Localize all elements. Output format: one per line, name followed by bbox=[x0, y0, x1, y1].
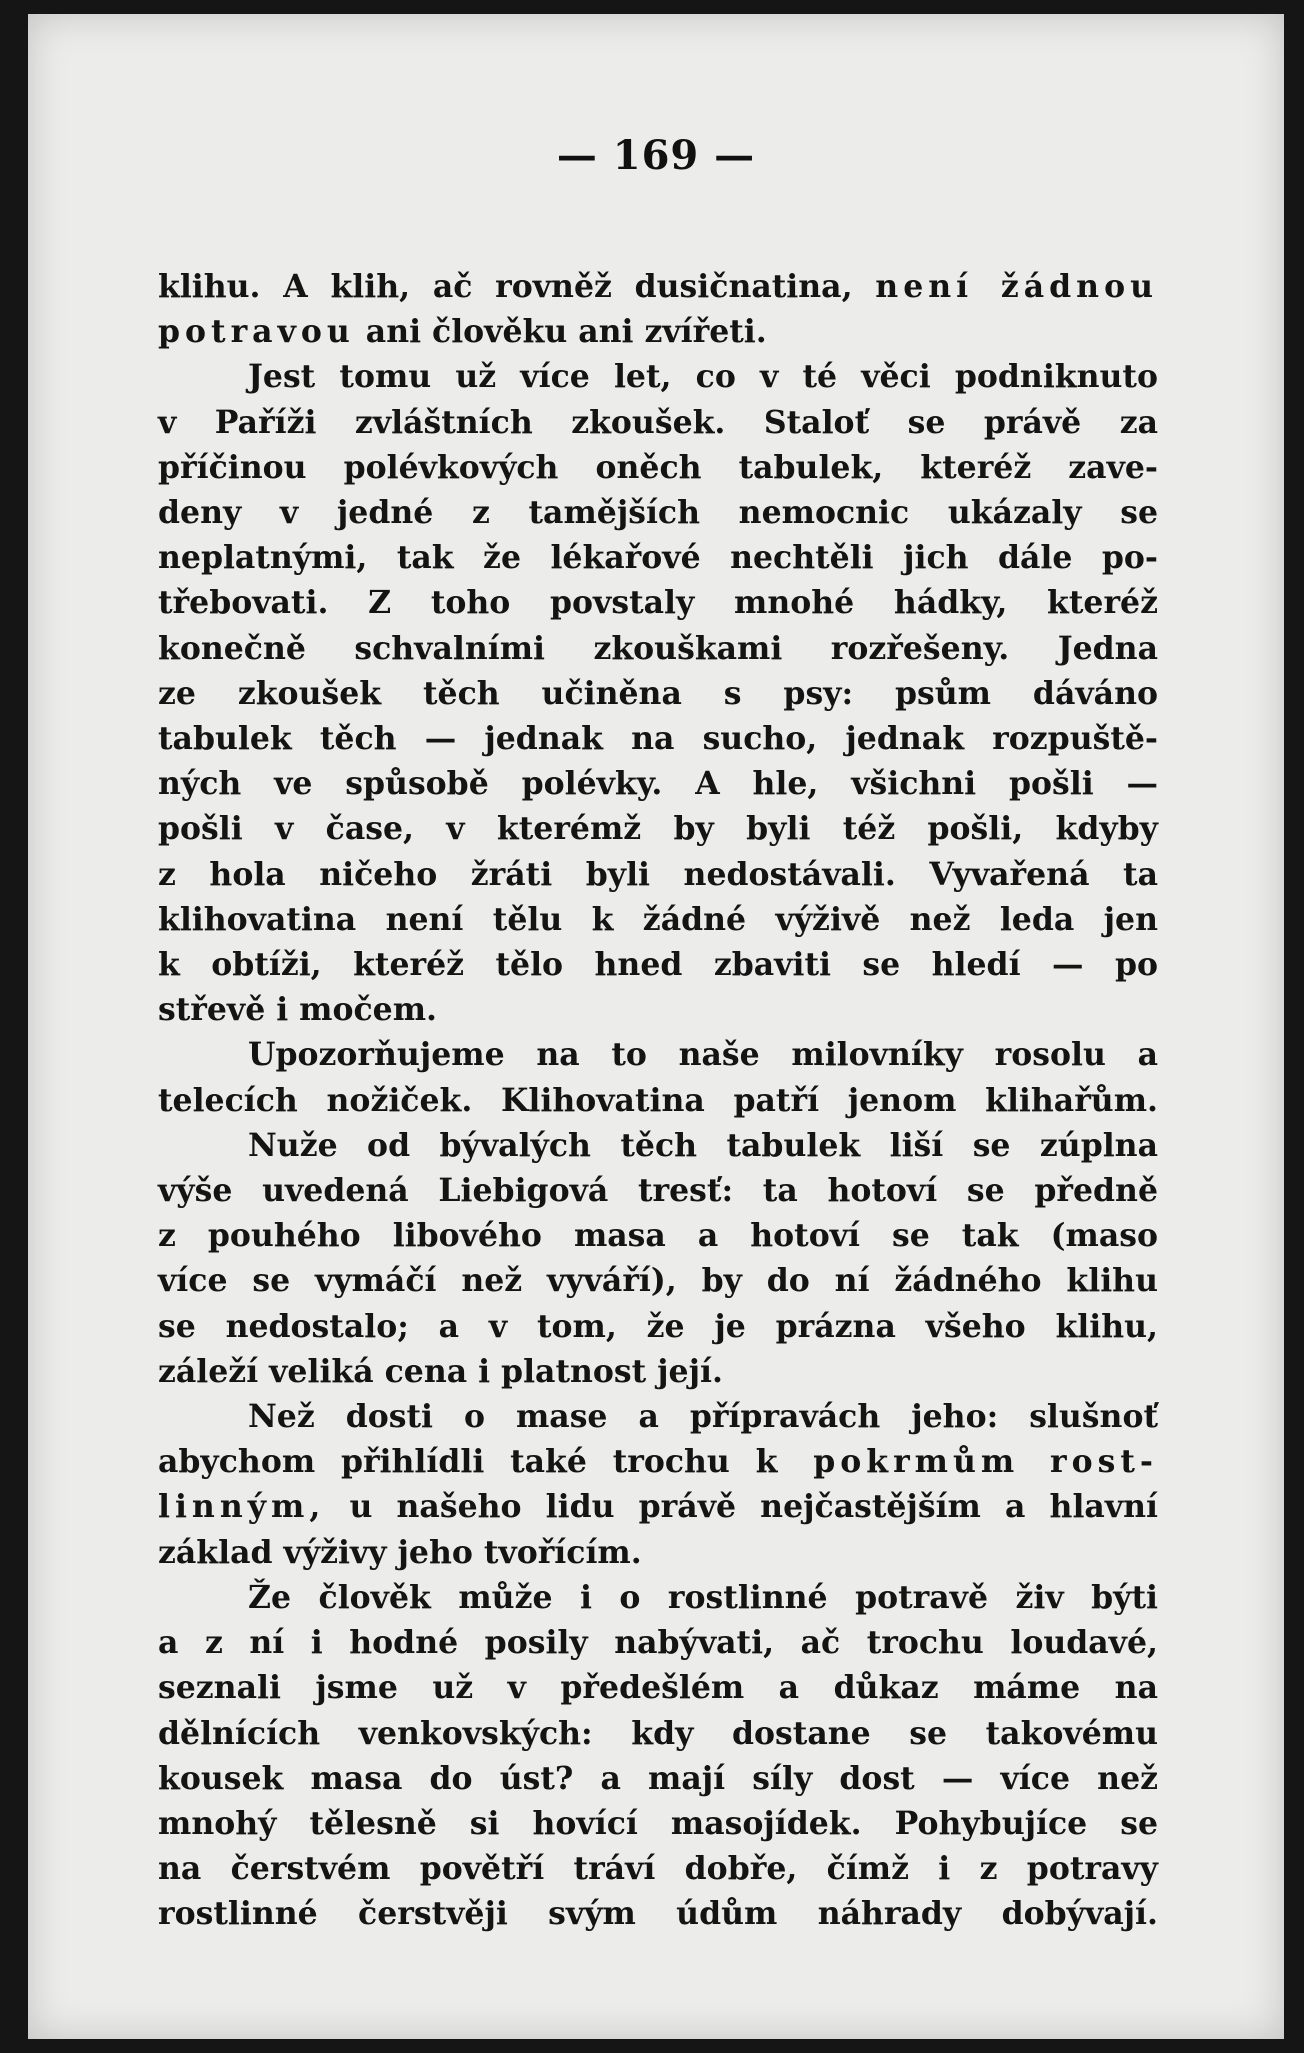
text-line bbox=[158, 1078, 1158, 1123]
text-line bbox=[158, 1484, 1158, 1529]
text-line bbox=[158, 716, 1158, 761]
text-run: Než dosti o mase a přípravách jeho: slušnoť bbox=[248, 1398, 1158, 1436]
text-run: výše uvedená Liebigová tresť: ta hotoví se předně bbox=[158, 1172, 1158, 1210]
text-run: u našeho lidu právě nejčastějším a hlavní bbox=[325, 1488, 1158, 1526]
spaced-emphasis: k pokrmům rost- bbox=[755, 1443, 1158, 1481]
text-run: klihu. A klih, ač rovněž dusičnatina, bbox=[158, 268, 876, 305]
text-line bbox=[158, 354, 1158, 399]
text-line bbox=[158, 671, 1158, 716]
text-run: klihovatina není tělu k žádné výživě než leda jen bbox=[158, 900, 1158, 938]
text-line bbox=[158, 1213, 1158, 1258]
text-line bbox=[158, 761, 1158, 806]
text-line bbox=[158, 806, 1158, 851]
text-run: z pouhého libového masa a hotoví se tak (maso bbox=[158, 1217, 1158, 1255]
spaced-emphasis: není žádnou bbox=[875, 268, 1158, 305]
text-line bbox=[158, 1801, 1158, 1846]
text-line bbox=[158, 1439, 1158, 1484]
text-line bbox=[158, 1304, 1158, 1349]
text-run: konečně schvalními zkouškami rozřešeny. Jedna bbox=[158, 629, 1158, 667]
text-run: seznali jsme už v předešlém a důkaz máme na bbox=[158, 1669, 1158, 1707]
text-line bbox=[158, 1711, 1158, 1756]
text-line bbox=[158, 1891, 1158, 1936]
text-line bbox=[158, 852, 1158, 897]
body-text bbox=[158, 264, 1158, 1937]
text-line bbox=[158, 1349, 1158, 1394]
text-run: základ výživy jeho tvořícím. bbox=[158, 1533, 642, 1571]
text-line bbox=[158, 264, 1158, 309]
text-run: Upozorňujeme na to naše milovníky rosolu a bbox=[248, 1036, 1158, 1074]
text-run: Že člověk může i o rostlinné potravě živ býti bbox=[248, 1578, 1158, 1616]
text-line bbox=[158, 400, 1158, 445]
text-line bbox=[158, 1123, 1158, 1168]
text-line bbox=[158, 1665, 1158, 1710]
text-run: pošli v čase, v kterémž by byli též pošli, kdyby bbox=[158, 810, 1158, 848]
text-line bbox=[158, 987, 1158, 1032]
text-run: Jest tomu už více let, co v té věci podniknuto bbox=[248, 358, 1158, 396]
text-line bbox=[158, 626, 1158, 671]
text-run: střevě i močem. bbox=[158, 991, 438, 1029]
text-run: kousek masa do úst? a mají síly dost — více než bbox=[158, 1759, 1158, 1797]
text-run: v Paříži zvláštních zkoušek. Staloť se právě za bbox=[158, 403, 1158, 441]
text-line bbox=[158, 535, 1158, 580]
text-line bbox=[158, 1530, 1158, 1575]
text-run: ných ve spůsobě polévky. A hle, všichni pošli — bbox=[158, 765, 1158, 803]
text-line bbox=[158, 445, 1158, 490]
text-run: mnohý tělesně si hovící masojídek. Pohybujíce se bbox=[158, 1804, 1158, 1842]
text-run: deny v jedné z tamějších nemocnic ukázaly se bbox=[158, 494, 1158, 532]
text-line bbox=[158, 1394, 1158, 1439]
text-run: tabulek těch — jednak na sucho, jednak rozpuště- bbox=[158, 720, 1158, 758]
text-line bbox=[158, 1846, 1158, 1891]
text-line bbox=[158, 490, 1158, 535]
text-line bbox=[158, 897, 1158, 942]
text-run: ze zkoušek těch učiněna s psy: psům dáváno bbox=[158, 674, 1158, 712]
text-line bbox=[158, 942, 1158, 987]
text-run: z hola ničeho žráti byli nedostávali. Vyvařená ta bbox=[158, 855, 1158, 893]
text-run: Nuže od bývalých těch tabulek liší se zúplna bbox=[248, 1126, 1158, 1164]
text-run: ani člověku ani zvířeti. bbox=[354, 313, 767, 351]
text-run: neplatnými, tak že lékařové nechtěli jich dále po- bbox=[158, 539, 1158, 577]
text-line bbox=[158, 309, 1158, 354]
text-line bbox=[158, 1168, 1158, 1213]
text-run: telecích nožiček. Klihovatina patří jenom klihařům. bbox=[158, 1081, 1158, 1119]
text-run: se nedostalo; a v tom, že je prázna všeho klihu, bbox=[158, 1307, 1158, 1345]
text-line bbox=[158, 1620, 1158, 1665]
spaced-emphasis: potravou bbox=[158, 313, 355, 351]
text-line bbox=[158, 1258, 1158, 1303]
text-run: třebovati. Z toho povstaly mnohé hádky, kteréž bbox=[158, 584, 1158, 622]
text-run: příčinou polévkových oněch tabulek, kteréž zave- bbox=[158, 448, 1158, 486]
text-run: na čerstvém povětří tráví dobře, čímž i z potravy bbox=[158, 1850, 1158, 1888]
text-run: k obtíži, kteréž tělo hned zbaviti se hledí — po bbox=[158, 946, 1158, 984]
text-run: dělnících venkovských: kdy dostane se takovému bbox=[158, 1714, 1158, 1752]
text-line bbox=[158, 1575, 1158, 1620]
text-run: záleží veliká cena i platnost její. bbox=[158, 1352, 723, 1390]
text-run: rostlinné čerstvěji svým údům náhrady dobývají. bbox=[158, 1895, 1158, 1933]
text-run: a z ní i hodné posily nabývati, ač trochu loudavé, bbox=[158, 1624, 1158, 1662]
page-number: — 169 — bbox=[556, 132, 756, 179]
spaced-emphasis: linným, bbox=[158, 1488, 326, 1526]
text-run: více se vymáčí než vyváří), by do ní žádného klihu bbox=[158, 1262, 1158, 1300]
text-line bbox=[158, 1756, 1158, 1801]
text-line bbox=[158, 580, 1158, 625]
text-line bbox=[158, 1032, 1158, 1077]
text-run: abychom přihlídli také trochu bbox=[158, 1443, 756, 1481]
book-page bbox=[28, 14, 1284, 2039]
